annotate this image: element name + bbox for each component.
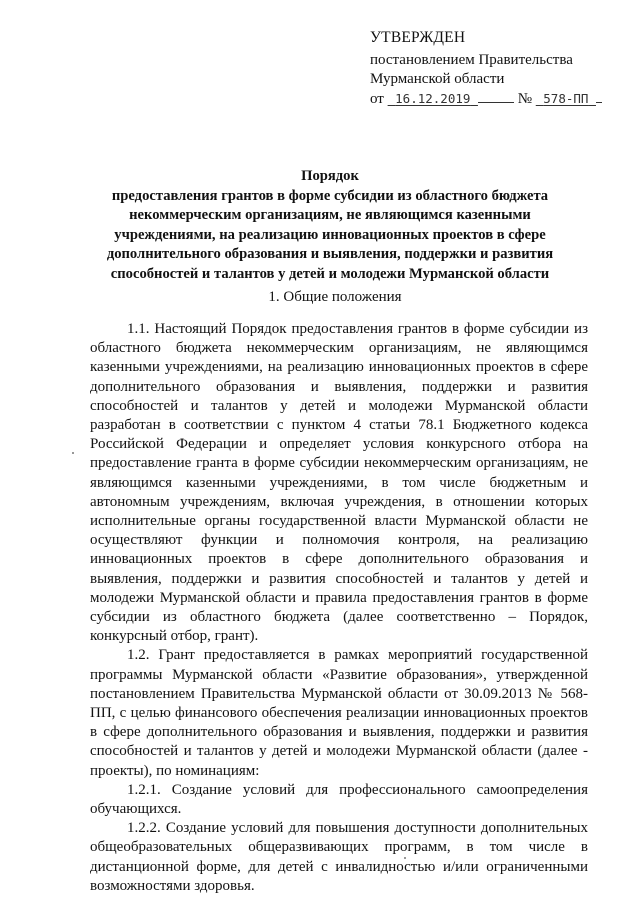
number-prefix: № bbox=[517, 91, 532, 107]
paragraph-1-2-1: 1.2.1. Создание условий для профессионального самоопределения обучающихся. bbox=[90, 781, 588, 818]
approval-line-1: постановлением Правительства bbox=[370, 52, 573, 68]
number-underline bbox=[596, 90, 602, 103]
title-line-1: Порядок bbox=[301, 168, 359, 184]
paragraph-1-2-2: 1.2.2. Создание условий для повышения доступности дополнительных общеобразовательных общеразвивающих программ, в том числе в дистанционной форме, для детей с инвалидностью и/или ограниченными возможностями здоровья. bbox=[90, 820, 588, 894]
title-line-6: способностей и талантов у детей и молодежи Мурманской области bbox=[110, 265, 550, 282]
document-body bbox=[90, 320, 588, 896]
title-line-4: учреждениями, на реализацию инновационных проектов в сфере bbox=[114, 226, 546, 243]
scan-speck bbox=[72, 452, 74, 454]
document-title bbox=[95, 167, 565, 284]
scan-speck bbox=[404, 857, 406, 859]
paragraph-1-2: 1.2. Грант предоставляется в рамках мероприятий государственной программы Мурманской области «Развитие образования», утвержденной постановлением Правительства Мурманской области от 30.09.2013 № 568-ПП, с целью финансового обеспечения реализации инновационных проектов в сфере дополнительного образования и выявления, поддержки и развития способностей и талантов у детей и молодежи Мурманской области (далее - проекты), по номинациям: bbox=[90, 647, 588, 779]
approval-line-2: Мурманской области bbox=[370, 71, 505, 87]
title-line-5: дополнительного образования и выявления, поддержки и развития bbox=[106, 246, 554, 262]
approval-date-line bbox=[370, 89, 620, 109]
title-line-3: некоммерческим организациям, не являющимся казенными bbox=[129, 207, 531, 223]
section-heading: 1. Общие положения bbox=[268, 289, 402, 305]
title-line-2: предоставления грантов в форме субсидии из областного бюджета bbox=[111, 187, 549, 204]
date-prefix: от bbox=[370, 91, 384, 107]
approval-heading: УТВЕРЖДЕН bbox=[370, 29, 466, 46]
approval-stamp-block bbox=[370, 28, 620, 109]
date-underline bbox=[478, 90, 514, 103]
approval-date: 16.12.2019 bbox=[395, 91, 471, 106]
approval-number: 578-ПП bbox=[543, 91, 589, 106]
paragraph-1-1: 1.1. Настоящий Порядок предоставления грантов в форме субсидии из областного бюджета некоммерческим организациям, не являющимся казенными учреждениями, на реализацию инновационных проектов в сфере дополнительного образования и выявления, поддержки и развития способностей и талантов у детей и молодежи Мурманской области разработан в соответствии с пунктом 4 статьи 78.1 Бюджетного кодекса Российской Федерации и определяет условия конкурсного отбора на предоставление гранта в форме субсидии некоммерческим организациям, не являющимся казенными учреждениями, в том числе бюджетным и автономным учреждениям, включая учреждения, в отношении которых исполнительные органы государственной власти Мурманской области не осуществляют функции и полномочия контроля, на реализацию инновационных проектов в сфере дополнительного образования и выявления, поддержки и развития способностей и талантов у детей и молодежи Мурманской области и правила предоставления грантов в форме субсидии из областного бюджета (далее соответственно – Порядок, конкурсный отбор, грант). bbox=[90, 321, 588, 645]
